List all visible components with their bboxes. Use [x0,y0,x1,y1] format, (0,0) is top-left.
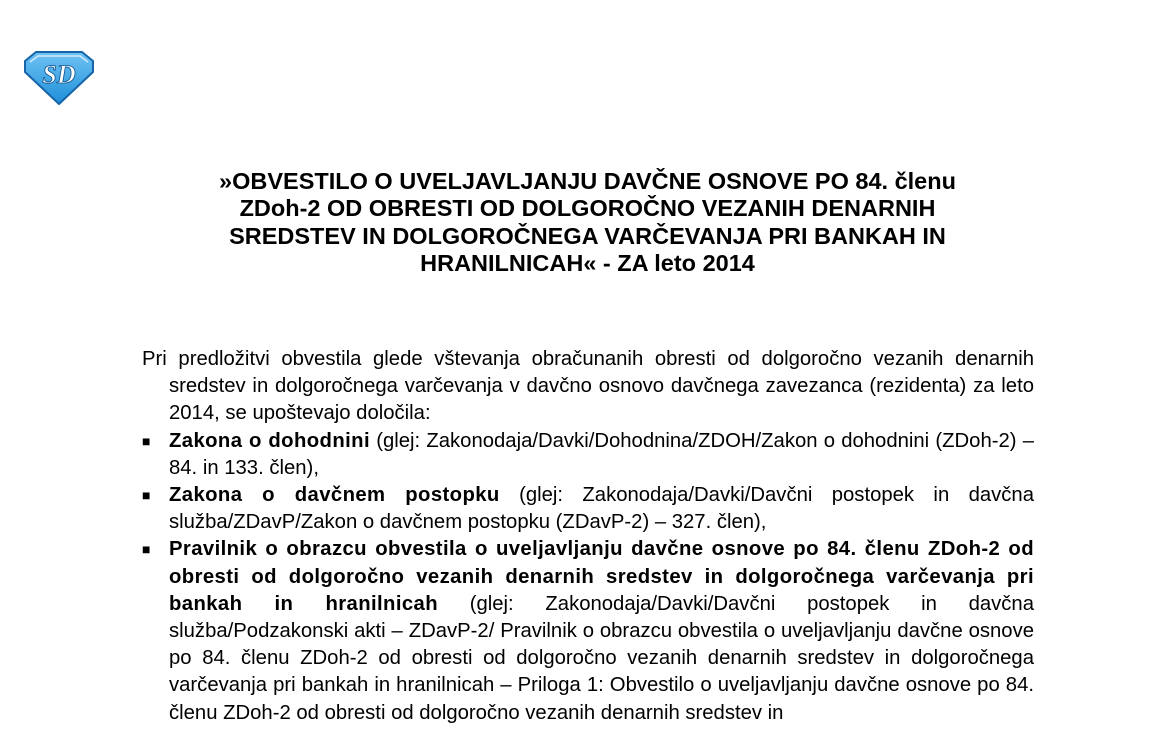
square-bullet-icon: ■ [142,541,151,558]
list-item [142,428,1034,482]
list-item [142,482,1034,536]
rule-law-name: Zakona o davčnem postopku [169,484,500,507]
title-line-1: »OBVESTILO O UVELJAVLJANJU DAVČNE OSNOVE PO 84. členu [219,168,956,194]
rule-reference: (glej: Zakonodaja/Davki/Dohodnina/ZDOH/Zakon o dohodnini (ZDoh-2) – 84. in 133. člen), [169,429,1035,479]
legal-rules-list [142,428,1034,727]
rule-law-name: Pravilnik o obrazcu obvestila o uveljavljanju davčne osnove po 84. členu ZDoh-2 od obresti od dolgoročno vezanih denarnih sredstev in dolgoročnega varčevanja pri bankah in hranilnicah [169,538,1034,615]
sd-logo-icon [22,50,96,106]
document-body [142,346,1034,727]
document-title [140,168,1035,277]
square-bullet-icon: ■ [142,432,151,449]
intro-paragraph: Pri predložitvi obvestila glede vštevanja obračunanih obresti od dolgoročno vezanih denarnih sredstev in dolgoročnega varčevanja v davčno osnovo davčnega zavezanca (rezidenta) za leto 2014, se upoštevajo določila: [142,348,1034,425]
logo-lettering: SD [42,60,76,89]
rule-reference: (glej: Zakonodaja/Davki/Davčni postopek in davčna služba/ZDavP/Zakon o davčnem postopku (ZDavP-2) – 327. člen), [169,484,1034,534]
title-line-4: HRANILNICAH« - ZA leto 2014 [420,249,755,276]
square-bullet-icon: ■ [142,487,151,504]
rule-law-name: Zakona o dohodnini [169,429,370,452]
rule-reference: (glej: Zakonodaja/Davki/Davčni postopek in davčna služba/Podzakonski akti – ZDavP-2/ Pravilnik o obrazcu obvestila o uveljavljanju davčne osnove po 84. členu ZDoh-2 od obresti od dolgoročno vezanih denarnih sredstev in dolgoročnega varčevanja pri bankah in hranilnicah – Priloga 1: Obvestilo o uveljavljanju davčne osnove po 84. členu ZDoh-2 od obresti od dolgoročno vezanih denarnih sredstev in [169,592,1034,724]
title-line-3: SREDSTEV IN DOLGOROČNEGA VARČEVANJA PRI BANKAH IN [229,222,946,249]
title-line-2: ZDoh-2 OD OBRESTI OD DOLGOROČNO VEZANIH DENARNIH [239,195,936,222]
list-item [142,536,1034,726]
